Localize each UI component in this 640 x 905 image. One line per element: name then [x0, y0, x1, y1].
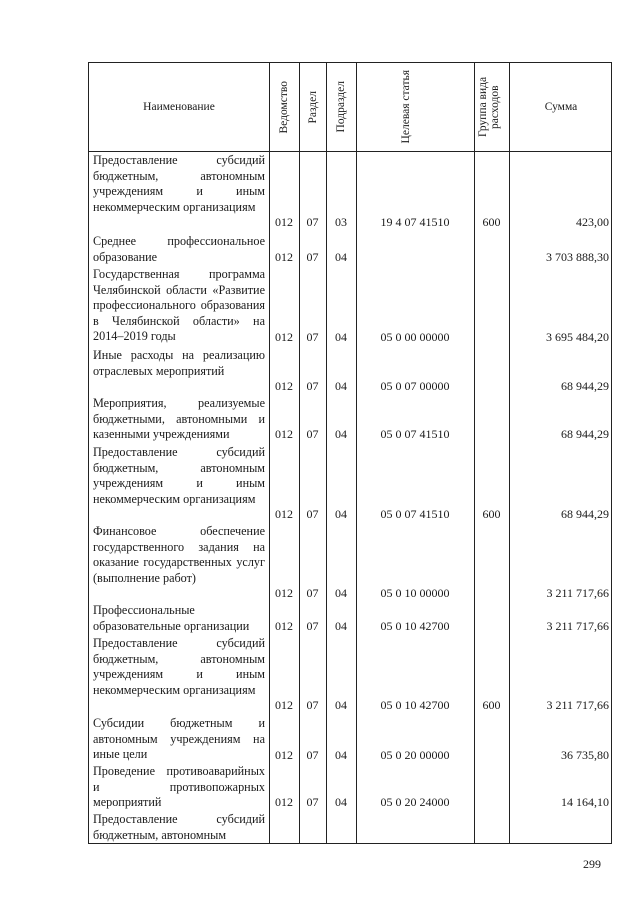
- row-dept: 012: [275, 249, 293, 264]
- row-subsection: 04: [335, 585, 347, 600]
- header-target: [356, 63, 474, 151]
- table-row: [89, 395, 613, 442]
- row-sum: 3 211 717,66: [546, 585, 609, 600]
- header-group-text: Группа вида расходов: [476, 76, 501, 138]
- table-row: [89, 266, 613, 345]
- row-dept: 012: [275, 747, 293, 762]
- row-target: 19 4 07 41510: [380, 214, 450, 229]
- row-sum: 68 944,29: [561, 426, 609, 441]
- row-name: Проведение противоаварийных и противопожарных мероприятий: [93, 764, 265, 809]
- row-name: Предоставление субсидий бюджетным, автономным учреждениям и иным некоммерческим организациям: [93, 153, 265, 214]
- row-dept: 012: [275, 378, 293, 393]
- row-sum: 68 944,29: [561, 378, 609, 393]
- row-target: 05 0 20 00000: [380, 747, 450, 762]
- table-row: [89, 811, 613, 844]
- row-subsection: 04: [335, 794, 347, 809]
- row-subsection: 04: [335, 329, 347, 344]
- header-dept-text: Ведомство: [278, 80, 290, 134]
- row-sum: 36 735,80: [561, 747, 609, 762]
- row-target: 05 0 10 42700: [380, 697, 450, 712]
- row-subsection: 04: [335, 506, 347, 521]
- row-dept: 012: [275, 506, 293, 521]
- header-subsection: [326, 63, 356, 151]
- row-sum: 68 944,29: [561, 506, 609, 521]
- row-name: Предоставление субсидий бюджетным, автономным: [93, 812, 265, 842]
- row-dept: 012: [275, 426, 293, 441]
- row-name: Финансовое обеспечение государственного задания на оказание государственных услуг (выполнение работ): [93, 524, 265, 585]
- row-section: 07: [306, 329, 319, 344]
- row-name: Субсидии бюджетным и автономным учреждениям на иные цели: [93, 716, 265, 761]
- row-dept: 012: [275, 214, 293, 229]
- row-subsection: 04: [335, 378, 347, 393]
- row-name: Предоставление субсидий бюджетным, автономным учреждениям и иным некоммерческим организациям: [93, 636, 265, 697]
- row-target: 05 0 20 24000: [380, 794, 450, 809]
- row-subsection: 04: [335, 618, 347, 633]
- row-sum: 3 211 717,66: [546, 697, 609, 712]
- table-row: [89, 152, 613, 230]
- row-name: Мероприятия, реализуемые бюджетными, автономными и казенными учреждениями: [93, 396, 265, 441]
- row-sum: 3 703 888,30: [546, 249, 609, 264]
- header-target-text: Целевая статья: [400, 70, 412, 144]
- row-target: 05 0 10 00000: [380, 585, 450, 600]
- table-row: [89, 715, 613, 763]
- header-name: [89, 63, 269, 151]
- row-name: Профессиональные образовательные организации: [93, 603, 250, 633]
- header-sum-text: Сумма: [544, 101, 578, 113]
- row-dept: 012: [275, 585, 293, 600]
- row-section: 07: [306, 794, 319, 809]
- row-section: 07: [306, 426, 319, 441]
- header-dept: [269, 63, 299, 151]
- row-group: 600: [482, 506, 501, 521]
- table-row: [89, 602, 613, 634]
- row-name: Иные расходы на реализацию отраслевых мероприятий: [93, 348, 265, 378]
- row-section: 07: [306, 249, 319, 264]
- table-row: [89, 763, 613, 810]
- row-group: 600: [482, 214, 501, 229]
- row-sum: 14 164,10: [561, 794, 609, 809]
- row-section: 07: [306, 747, 319, 762]
- header-section-text: Раздел: [306, 90, 319, 124]
- row-section: 07: [306, 214, 319, 229]
- row-subsection: 04: [335, 426, 347, 441]
- header-group: [474, 63, 509, 151]
- row-group: 600: [482, 697, 501, 712]
- row-section: 07: [306, 618, 319, 633]
- table-row: [89, 444, 613, 522]
- row-subsection: 04: [335, 249, 347, 264]
- row-target: 05 0 07 41510: [380, 506, 450, 521]
- header-sum: [509, 63, 613, 151]
- row-name: Среднее профессиональное образование: [93, 234, 265, 264]
- row-subsection: 03: [335, 214, 347, 229]
- row-dept: 012: [275, 329, 293, 344]
- row-dept: 012: [275, 794, 293, 809]
- row-target: 05 0 00 00000: [380, 329, 450, 344]
- table-row: [89, 635, 613, 713]
- row-dept: 012: [275, 697, 293, 712]
- table-row: [89, 523, 613, 601]
- row-name: Государственная программа Челябинской области «Развитие профессионального образования в Челябинской области» на 2014–2019 годы: [93, 267, 265, 343]
- row-target: 05 0 07 41510: [380, 426, 450, 441]
- row-dept: 012: [275, 618, 293, 633]
- row-sum: 3 211 717,66: [546, 618, 609, 633]
- row-sum: 3 695 484,20: [546, 329, 609, 344]
- budget-table: [88, 62, 612, 844]
- page-number: 299: [583, 857, 601, 871]
- header-section: [299, 63, 326, 151]
- row-subsection: 04: [335, 697, 347, 712]
- row-subsection: 04: [335, 747, 347, 762]
- row-target: 05 0 10 42700: [380, 618, 450, 633]
- row-section: 07: [306, 585, 319, 600]
- row-sum: 423,00: [576, 214, 609, 229]
- table-row: [89, 233, 613, 265]
- row-name: Предоставление субсидий бюджетным, автономным учреждениям и иным некоммерческим организациям: [93, 445, 265, 506]
- header-name-text: Наименование: [143, 101, 215, 113]
- row-target: 05 0 07 00000: [380, 378, 450, 393]
- header-subsection-text: Подраздел: [335, 81, 347, 133]
- row-section: 07: [306, 506, 319, 521]
- row-section: 07: [306, 697, 319, 712]
- table-row: [89, 347, 613, 394]
- row-section: 07: [306, 378, 319, 393]
